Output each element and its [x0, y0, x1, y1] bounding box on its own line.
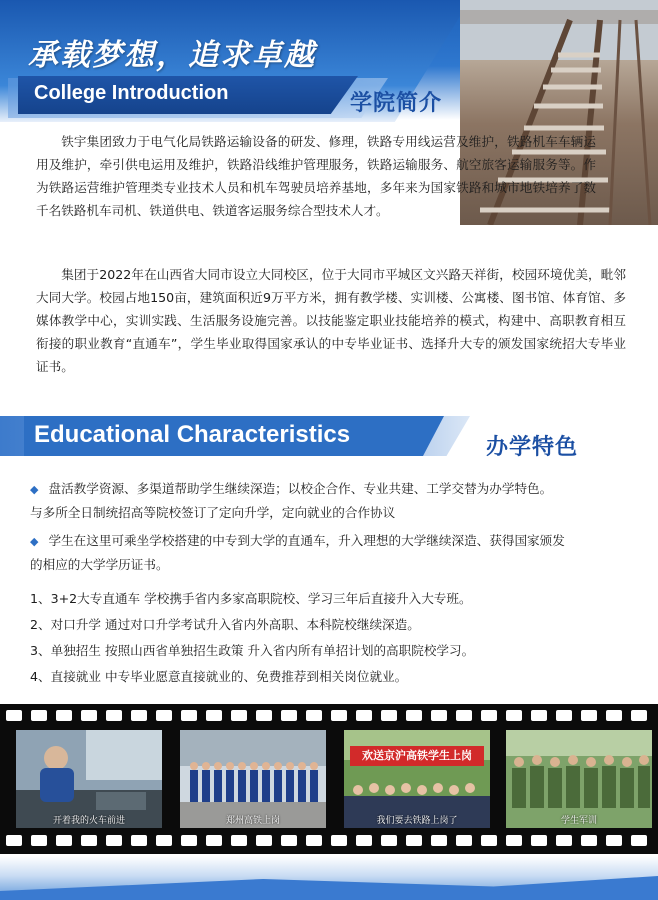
list-item: 2、对口升学 通过对口升学考试升入省内外高职、本科院校继续深造。 [30, 617, 420, 632]
film-hole [31, 835, 47, 846]
film-hole [81, 835, 97, 846]
film-hole [481, 710, 497, 721]
film-hole [256, 835, 272, 846]
diamond-bullet-icon: ◆ [30, 535, 39, 548]
film-perforations-top [0, 710, 658, 724]
section-title-cn: 学院简介 [350, 91, 443, 116]
bullet-1-line-2: 与多所全日制统招高等院校签订了定向升学，定向就业的合作协议 [30, 505, 396, 520]
film-hole [206, 710, 222, 721]
film-hole [181, 835, 197, 846]
film-hole [581, 835, 597, 846]
film-hole [631, 710, 647, 721]
film-hole [531, 710, 547, 721]
film-hole [31, 710, 47, 721]
gallery-photo-departure-group [344, 730, 490, 828]
film-hole [231, 710, 247, 721]
film-hole [156, 835, 172, 846]
features-title-en: Educational Characteristics [34, 421, 351, 448]
intro-paragraph-2: 集团于2022年在山西省大同市设立大同校区，位于大同市平城区文兴路天祥街，校园环境优美，毗邻大同大学。校园占地150亩，建筑面积近9万平方米，拥有教学楼、实训楼、公寓楼、图书馆、体育馆、多媒体教学中心，实训实践、生活服务设施完善。以技能鉴定职业技能培养的模式，构建中、高职教育相互衔接的职业教育“直通车”，学生毕业取得国家承认的中专毕业证书、选择升大专的颁发国家统招大专毕业证书。 [36, 267, 626, 374]
film-hole [456, 710, 472, 721]
list-item: 4、直接就业 中专毕业愿意直接就业的、免费推荐到相关岗位就业。 [30, 669, 408, 684]
film-hole [306, 710, 322, 721]
film-hole [56, 710, 72, 721]
film-hole [256, 710, 272, 721]
film-hole [556, 710, 572, 721]
film-hole [606, 710, 622, 721]
gallery-caption: 开着我的火车前进 [52, 816, 125, 826]
film-hole [131, 710, 147, 721]
film-hole [406, 835, 422, 846]
bullet-2-line-1: ◆ 学生在这里可乘坐学校搭建的中专到大学的直通车，升入理想的大学继续深造、获得国家颁发 [30, 533, 565, 548]
film-hole [106, 835, 122, 846]
film-hole [56, 835, 72, 846]
film-hole [381, 835, 397, 846]
film-hole [581, 710, 597, 721]
film-hole [456, 835, 472, 846]
film-hole [556, 835, 572, 846]
list-item: 1、3+2大专直通车 学校携手省内多家高职院校、学习三年后直接升入大专班。 [30, 591, 472, 606]
film-hole [531, 835, 547, 846]
film-hole [306, 835, 322, 846]
film-strip-gallery [0, 704, 658, 854]
gallery-photo-military-training [506, 730, 652, 828]
bullet-2-line-2: 的相应的大学学历证书。 [30, 557, 169, 572]
section-title-en: College Introduction [34, 82, 229, 104]
film-hole [431, 835, 447, 846]
diamond-bullet-icon: ◆ [30, 483, 39, 496]
film-hole [481, 835, 497, 846]
film-hole [381, 710, 397, 721]
film-hole [356, 835, 372, 846]
film-hole [331, 710, 347, 721]
list-item: 3、单独招生 按照山西省单独招生政策 升入省内所有单招计划的高职院校学习。 [30, 643, 475, 658]
gallery-banner: 欢送京沪高铁学生上岗 [350, 746, 484, 766]
film-hole [156, 710, 172, 721]
gallery-caption: 学生军训 [560, 816, 597, 826]
film-hole [181, 710, 197, 721]
film-hole [281, 710, 297, 721]
film-hole [206, 835, 222, 846]
film-hole [106, 710, 122, 721]
gallery-photo-train-driver [16, 730, 162, 828]
film-hole [506, 710, 522, 721]
film-hole [331, 835, 347, 846]
gallery-photo-high-speed-rail-staff [180, 730, 326, 828]
film-hole [6, 835, 22, 846]
film-hole [81, 710, 97, 721]
film-hole [281, 835, 297, 846]
intro-paragraph-1: 铁宇集团致力于电气化局铁路运输设备的研发、修理，铁路专用线运营及维护，铁路机车车辆运用及维护，牵引供电运用及维护，铁路沿线维护管理服务，铁路运输服务、航空旅客运输服务等。作为铁路运营维护管理类专业技术人员和机车驾驶员培养基地，多年来为国家铁路和城市地铁培养了数千名铁路机车司机、铁道供电、铁道客运服务综合型技术人才。 [36, 134, 596, 218]
film-hole [6, 710, 22, 721]
film-hole [356, 710, 372, 721]
film-hole [631, 835, 647, 846]
features-title-cn: 办学特色 [486, 435, 579, 460]
film-hole [231, 835, 247, 846]
film-perforations-bottom [0, 835, 658, 849]
bullet-1-line-1: ◆ 盘活教学资源、多渠道帮助学生继续深造；以校企合作、专业共建、工学交替为办学特色。 [30, 481, 553, 496]
film-hole [406, 710, 422, 721]
main-slogan: 承载梦想，追求卓越 [28, 38, 316, 73]
film-hole [431, 710, 447, 721]
film-hole [606, 835, 622, 846]
gallery-caption: 郑州高铁上岗 [225, 816, 280, 826]
gallery-caption: 我们要去铁路上岗了 [376, 816, 458, 826]
film-hole [506, 835, 522, 846]
film-hole [131, 835, 147, 846]
